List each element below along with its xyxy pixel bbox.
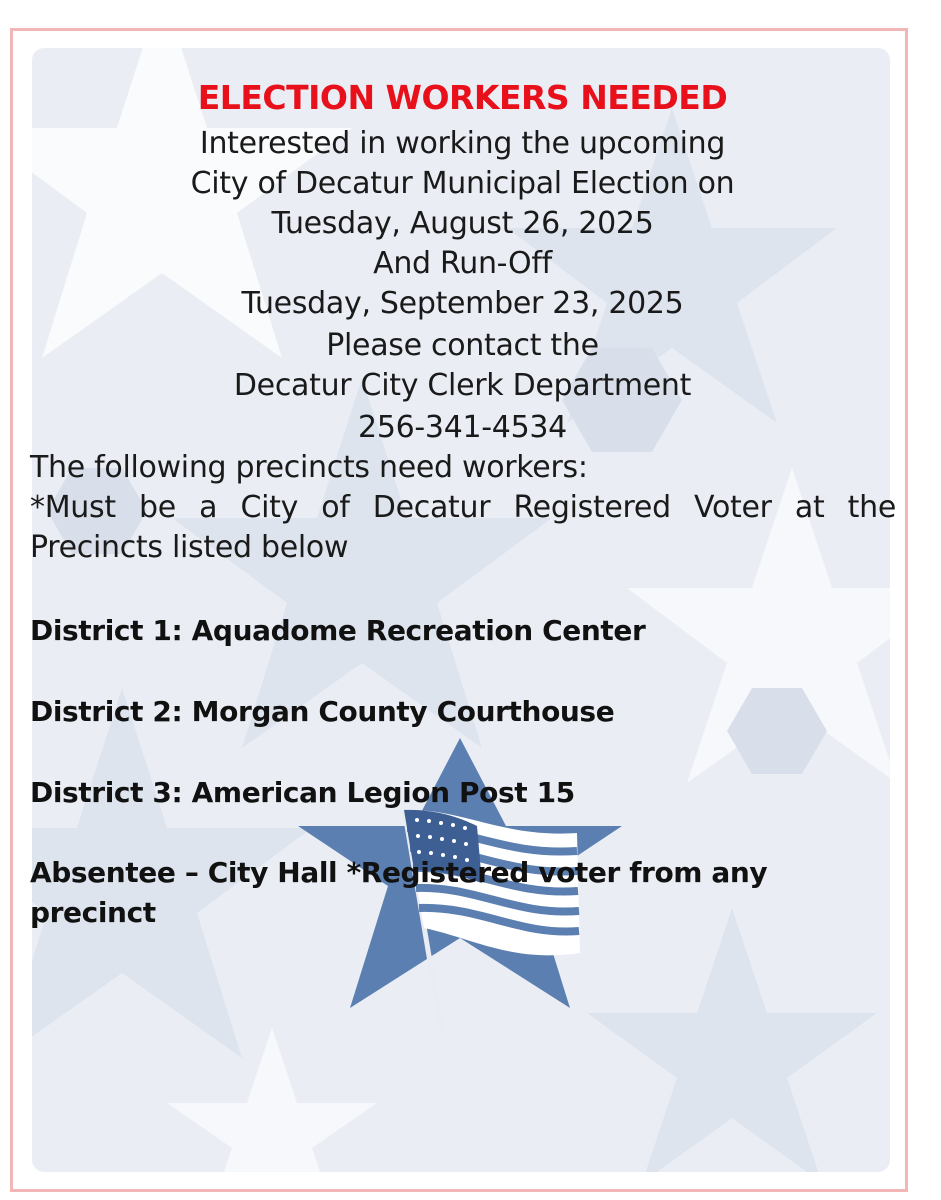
precincts-heading: The following precincts need workers: — [30, 450, 588, 485]
runoff-label: And Run-Off — [373, 246, 552, 281]
absentee-line-1: Absentee – City Hall *Registered voter from any — [30, 856, 768, 889]
precinct-district-2: District 2: Morgan County Courthouse — [30, 695, 615, 728]
precinct-district-1: District 1: Aquadome Recreation Center — [30, 614, 646, 647]
intro-line-1: Interested in working the upcoming — [199, 126, 726, 161]
requirement-line-2: Precincts listed below — [30, 530, 349, 565]
runoff-date: Tuesday, September 23, 2025 — [241, 286, 684, 321]
contact-line: Please contact the — [326, 328, 599, 363]
absentee-line-2: precinct — [30, 896, 156, 929]
requirement-line-1: *Must be a City of Decatur Registered Voter at the — [30, 490, 896, 525]
precinct-district-3: District 3: American Legion Post 15 — [30, 776, 575, 809]
flyer-title: ELECTION WORKERS NEEDED — [197, 78, 728, 117]
phone-number: 256-341-4534 — [358, 410, 567, 445]
intro-line-2: City of Decatur Municipal Election on — [190, 166, 735, 201]
clerk-department: Decatur City Clerk Department — [233, 368, 692, 403]
election-date: Tuesday, August 26, 2025 — [271, 206, 654, 241]
